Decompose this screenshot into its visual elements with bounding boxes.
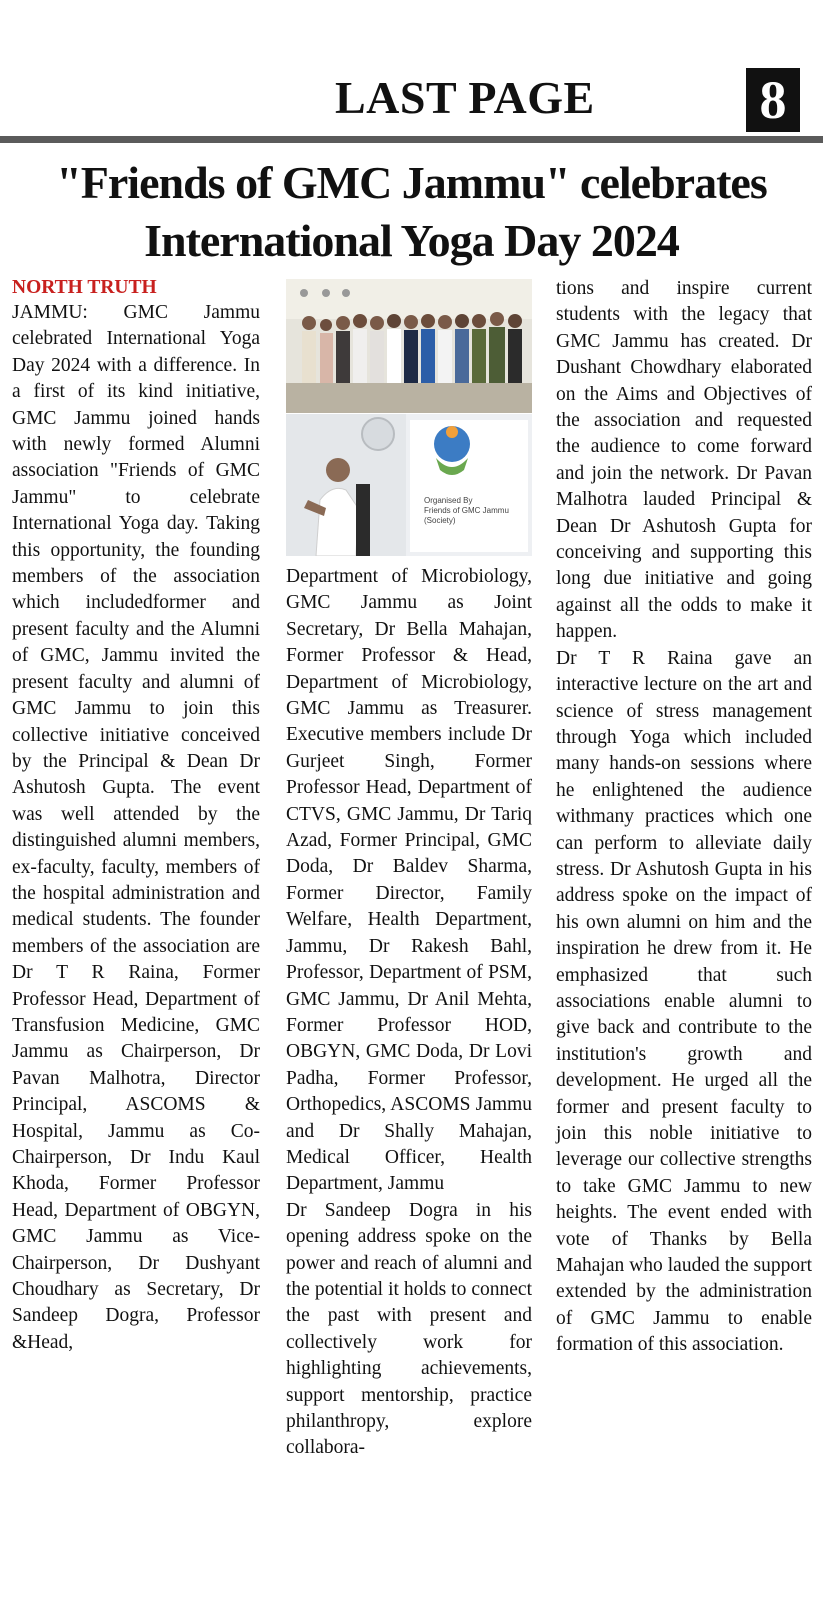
speaker-photo-image	[286, 414, 532, 556]
speaker-photo	[286, 414, 532, 556]
article-column-3	[556, 276, 812, 1359]
group-photo	[286, 279, 532, 413]
column-2-paragraph-1: Department of Microbiology, GMC Jammu as Joint Secretary, Dr Bella Mahajan, Former Professor & Head, Department of Microbiology, GMC Jammu as Treasurer. Executive members include Dr Gurjeet Singh, Former Professor Head, Department of CTVS, GMC Jammu, Dr Tariq Azad, Former Principal, GMC Doda, Dr Baldev Sharma, Former Director, Family Welfare, Health Department, Jammu, Dr Rakesh Bahl, Professor, Department of PSM, GMC Jammu, Dr Anil Mehta, Former Professor HOD, OBGYN, GMC Doda, Dr Lovi Padha, Former Professor, Orthopedics, ASCOMS Jammu and Dr Shally Mahajan, Medical Officer, Health Department, Jammu	[286, 566, 532, 1195]
headline-line-1: "Friends of GMC Jammu" celebrates	[56, 157, 767, 208]
dateline: NORTH TRUTH	[12, 277, 157, 298]
header-rule	[0, 136, 823, 143]
banner-text	[424, 496, 532, 526]
headline	[0, 154, 823, 270]
article-column-2	[286, 564, 532, 1462]
banner-line-1: Organised By	[424, 496, 473, 505]
section-title: LAST PAGE	[335, 72, 595, 123]
column-2-paragraph-2: Dr Sandeep Dogra in his opening address spoke on the power and reach of alumni and the potential it holds to connect the past with present and collectively work for highlighting achievements, support mentorship, practice philanthropy, explore collabora-	[286, 1199, 532, 1459]
article-column-1	[12, 276, 260, 1356]
column-3-paragraph-2: Dr T R Raina gave an interactive lecture on the art and science of stress management through Yoga which included many hands-on sessions where he enlightened the audience withmany practices which one can perform to alleviate daily stress. Dr Ashutosh Gupta in his address spoke on the impact of his own alumni on him and the inspiration he drew from it. He emphasized that such associations enable alumni to give back and contribute to the institution's growth and development. He urged all the former and present faculty to join this noble initiative to leverage our collective strengths to take GMC Jammu to new heights. The event ended with vote of Thanks by Bella Mahajan who lauded the support extended by the administration of GMC Jammu to enable formation of this association.	[556, 647, 812, 1356]
group-photo-image	[286, 279, 532, 413]
column-1-text: JAMMU: GMC Jammu celebrated International Yoga Day 2024 with a difference. In a first of its kind initiative, GMC Jammu joined hands with newly formed Alumni association "Friends of GMC Jammu" to celebrate International Yoga day. Taking this opportunity, the founding members of the association which includedformer and present faculty and the Alumni of GMC, Jammu invited the present faculty and alumni of GMC Jammu to join this collective initiative conceived by the Principal & Dean Dr Ashutosh Gupta. The event was well attended by the distinguished alumni members, ex-faculty, faculty, members of the hospital administration and medical students. The founder members of the association are Dr T R Raina, Former Professor Head, Department of Transfusion Medicine, GMC Jammu as Chairperson, Dr Pavan Malhotra, Director Principal, ASCOMS & Hospital, Jammu as Co-Chairperson, Dr Indu Kaul Khoda, Former Professor Head, Department of OBGYN, GMC Jammu as Vice-Chairperson, Dr Dushyant Choudhary as Secretary, Dr Sandeep Dogra, Professor &Head,	[12, 302, 260, 1353]
headline-line-2: International Yoga Day 2024	[144, 215, 679, 266]
column-3-paragraph-1: tions and inspire current students with the legacy that GMC Jammu has created. Dr Dushant Chowdhary elaborated on the Aims and Objectives of the association and requested the audience to come forward and join the network. Dr Pavan Malhotra lauded Principal & Dean Dr Ashutosh Gupta for conceiving and supporting this long due initiative and going against all the odds to make it happen.	[556, 278, 812, 643]
page-number: 8	[746, 68, 800, 132]
banner-line-2: Friends of GMC Jammu (Society)	[424, 506, 509, 525]
